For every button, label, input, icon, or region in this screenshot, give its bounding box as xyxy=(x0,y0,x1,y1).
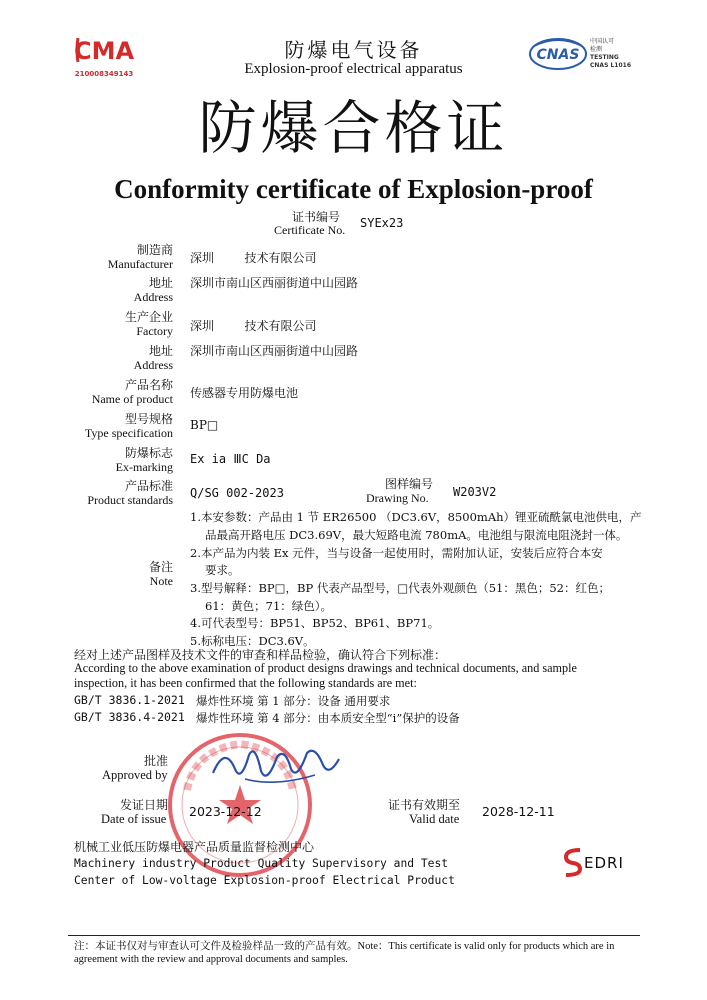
edri-logo xyxy=(562,846,642,880)
type-spec-label-en: Type specification xyxy=(84,426,173,440)
note-line: 品最高开路电压 DC3.69V，最大短路电流 780mA。电池组与限流电阻浇封一体。 xyxy=(205,528,628,542)
standard-code: GB/T 3836.1-2021 xyxy=(74,693,185,707)
manufacturer-value: 深圳 技术有限公司 xyxy=(190,251,317,265)
header-title-en: Explosion-proof electrical apparatus xyxy=(244,61,463,77)
note-line: 3.型号解释：BP□，BP 代表产品型号，□代表外观颜色（51：黑色；52：红色； xyxy=(190,581,610,595)
valid-date-label-cn: 证书有效期至 xyxy=(388,798,461,812)
cma-number: 210008349143 xyxy=(74,70,134,78)
drawing-label-cn: 图样编号 xyxy=(385,477,434,491)
certificate-label-cn: 证书编号 xyxy=(292,210,341,224)
cma-logo-text: CMA xyxy=(74,37,134,65)
product-standards-value: Q/SG 002-2023 xyxy=(190,486,284,500)
cnas-side-line: TESTING xyxy=(590,54,619,61)
address2-label-en: Address xyxy=(133,358,173,372)
issuer-en-line1: Machinery industry Product Quality Supervisory and Test xyxy=(74,857,449,870)
drawing-value: W203V2 xyxy=(453,485,497,499)
manufacturer-label-en: Manufacturer xyxy=(107,257,173,271)
footer-note-line1: 注：本证书仅对与审查认可文件及检验样品一致的产品有效。Note：This certificate is valid only for products which are in xyxy=(74,941,615,952)
address1-label-cn: 地址 xyxy=(148,276,173,290)
main-title-en: Conformity certificate of Explosion-proof xyxy=(114,174,593,204)
note-line: 61：黄色；71：绿色）。 xyxy=(205,599,333,613)
product-name-label-cn: 产品名称 xyxy=(124,378,173,392)
standard-code: GB/T 3836.4-2021 xyxy=(74,710,185,724)
valid-date-label-en: Valid date xyxy=(409,812,460,826)
note-line: 2.本产品为内装 Ex 元件，当与设备一起使用时，需附加认证，安装后应符合本安 xyxy=(190,546,603,560)
note-line: 1.本安参数：产品由 1 节 ER26500 （DC3.6V，8500mAh）锂亚硫酰氯电池供电，产 xyxy=(190,510,642,524)
address1-value: 深圳市南山区西丽街道中山园路 xyxy=(190,276,359,290)
standard-desc: 爆炸性环境 第 1 部分：设备 通用要求 xyxy=(196,694,391,708)
cnas-side-line: 中国认可 xyxy=(590,38,615,45)
inspection-en-line2: inspection, it has been confirmed that the following standards are met: xyxy=(74,676,417,690)
note-line: 5.标称电压：DC3.6V。 xyxy=(190,634,315,648)
issuer-en-line2: Center of Low-voltage Explosion-proof Electrical Product xyxy=(74,874,455,887)
ex-marking-label-en: Ex-marking xyxy=(115,460,173,474)
header-title-cn: 防爆电气设备 xyxy=(284,38,423,62)
ex-marking-label-cn: 防爆标志 xyxy=(124,446,173,460)
drawing-label-en: Drawing No. xyxy=(366,491,429,505)
product-standards-label-en: Product standards xyxy=(87,493,173,507)
type-spec-value: BP□ xyxy=(190,418,219,432)
cnas-logo-text: CNAS xyxy=(536,47,580,63)
address2-label-cn: 地址 xyxy=(148,344,173,358)
inspection-en-line1: According to the above examination of product designs drawings and technical documents, and sample xyxy=(74,661,577,675)
product-name-value: 传感器专用防爆电池 xyxy=(190,386,299,400)
notes-label-cn: 备注 xyxy=(148,560,173,574)
type-spec-label-cn: 型号规格 xyxy=(124,412,173,426)
standard-desc: 爆炸性环境 第 4 部分：由本质安全型“i”保护的设备 xyxy=(196,711,460,725)
address2-value: 深圳市南山区西丽街道中山园路 xyxy=(190,344,359,358)
cnas-side-line: CNAS L1016 xyxy=(590,62,632,69)
product-name-label-en: Name of product xyxy=(91,392,173,406)
factory-value: 深圳 技术有限公司 xyxy=(190,319,317,333)
ex-marking-value: Ex ia ⅢC Da xyxy=(190,452,271,466)
issue-date-value: 2023-12-12 xyxy=(189,804,262,819)
edri-logo-mark xyxy=(562,846,584,878)
valid-date-value: 2028-12-11 xyxy=(482,804,555,819)
product-standards-label-cn: 产品标准 xyxy=(124,479,173,493)
certificate-label-en: Certificate No. xyxy=(274,223,346,237)
footer-note-line2: agreement with the review and approval documents and samples. xyxy=(74,954,348,965)
factory-label-cn: 生产企业 xyxy=(124,310,173,324)
manufacturer-label-cn: 制造商 xyxy=(136,243,173,257)
cnas-logo xyxy=(528,36,638,76)
issue-date-label-en: Date of issue xyxy=(101,812,167,826)
cnas-side-line: 检测 xyxy=(590,46,603,53)
note-line: 4.可代表型号：BP51、BP52、BP61、BP71。 xyxy=(190,616,440,630)
edri-logo-text: EDRI xyxy=(584,854,624,872)
approval-label-cn: 批准 xyxy=(144,754,169,768)
issuer-cn: 机械工业低压防爆电器产品质量监督检测中心 xyxy=(74,840,315,854)
note-line: 要求。 xyxy=(205,563,240,577)
inspection-cn: 经对上述产品图样及技术文件的审查和样品检验，确认符合下列标准： xyxy=(74,648,447,662)
certificate-number: SYEx23 xyxy=(360,216,404,230)
approval-label-en: Approved by xyxy=(102,768,168,782)
factory-label-en: Factory xyxy=(136,324,173,338)
issue-date-label-cn: 发证日期 xyxy=(120,798,169,812)
footer-divider xyxy=(68,935,640,936)
address1-label-en: Address xyxy=(133,290,173,304)
signature xyxy=(205,735,345,795)
notes-label-en: Note xyxy=(149,574,173,588)
cnas-logo-mark xyxy=(528,36,588,72)
main-title-cn: 防爆合格证 xyxy=(198,94,509,162)
